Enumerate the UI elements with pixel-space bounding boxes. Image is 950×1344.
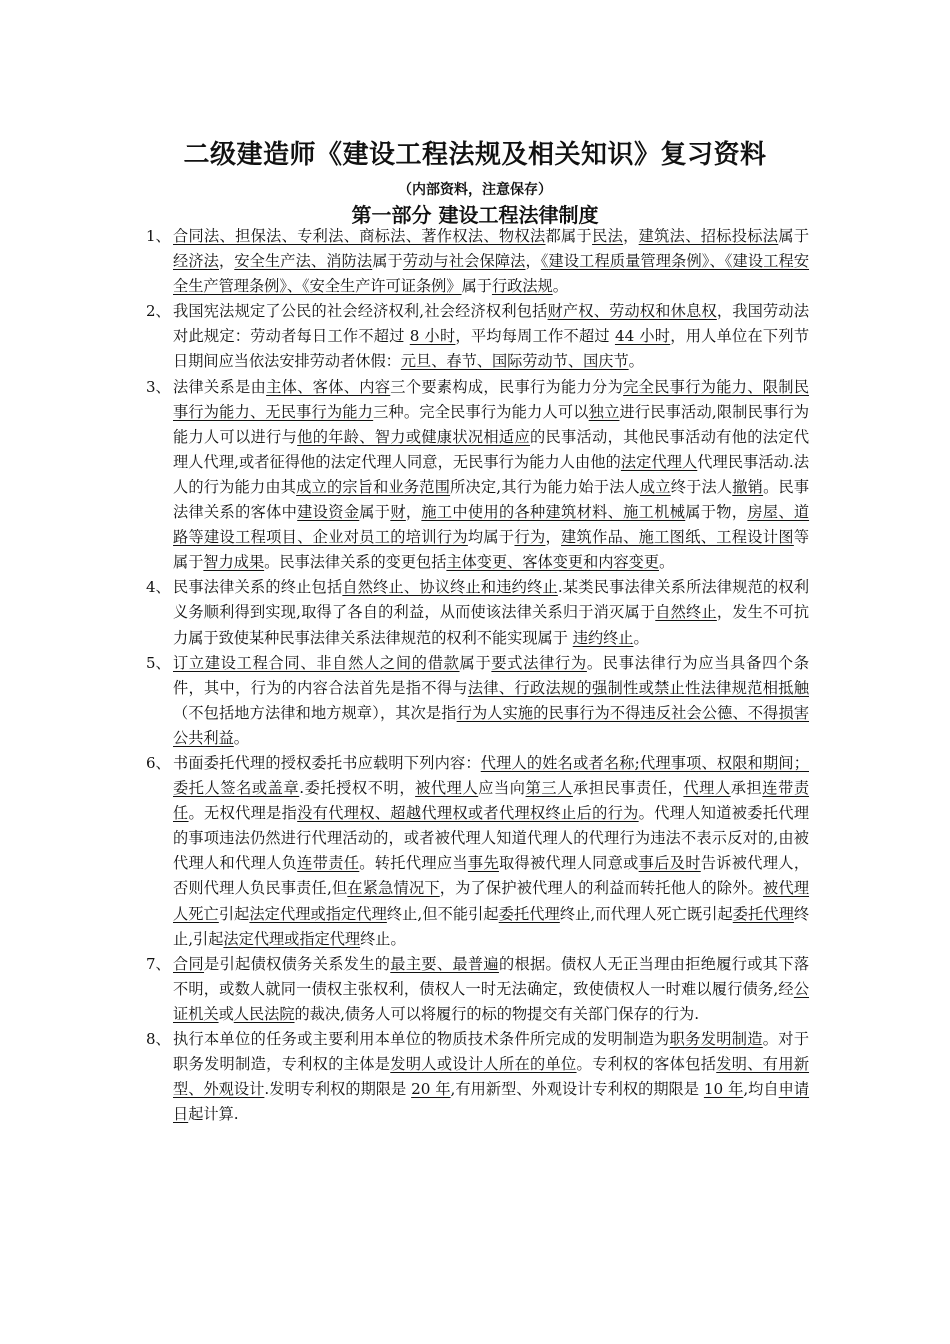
underlined-key-term: 发明、有用新型、外观设计: [173, 1055, 810, 1099]
text-segment: 均属于: [467, 528, 515, 547]
text-segment: 等属于: [173, 528, 810, 572]
text-segment: 属于: [359, 503, 391, 522]
text-segment: 应当向: [478, 779, 526, 798]
text-segment: 。: [233, 728, 249, 747]
underlined-key-term: 劳动与社会保障法: [402, 252, 526, 271]
list-item-text: [173, 375, 809, 576]
list-item-number: 4、: [146, 578, 171, 597]
list-item-number: 3、: [146, 377, 171, 396]
text-segment: 。民事法律关系的客体中: [173, 477, 810, 522]
text-segment: ，发生不可抗力属于致使某种民事法律关系法律规范的权利不能实现属于: [173, 603, 810, 647]
text-segment: 书面委托代理的授权委托书应载明下列内容：: [173, 753, 481, 772]
text-segment: 三种。完全民事行为能力人可以: [373, 402, 589, 421]
text-segment: 的裁决,债务人可以将履行的标的物提交有关部门保存的行为.: [294, 1004, 700, 1023]
underlined-key-term: 连带责任: [297, 854, 360, 873]
text-segment: 承担: [730, 779, 763, 798]
underlined-key-term: 安全生产法、消防法: [234, 252, 373, 271]
text-segment: 终止,引起: [173, 904, 810, 948]
text-segment: 三个要素构成，民事行为能力分为: [390, 377, 624, 396]
list-item-text: [173, 651, 809, 751]
text-segment: 民事法律关系的终止包括: [173, 578, 343, 597]
underlined-key-term: 连带责任: [173, 779, 810, 823]
text-segment: ，为了保护被代理人的利益而转托他人的除外。: [439, 879, 764, 898]
text-segment: 执行本单位的任务或主要利用本单位的物质技术条件所完成的发明制造为: [173, 1030, 670, 1048]
text-segment: 取得被代理人同意或: [498, 854, 639, 873]
text-segment: 。: [633, 628, 649, 647]
text-segment: .某类民事法律关系所法律规范的权利义务顺利得到实现,取得了各自的利益，从而使该法律关系归于消灭属于: [173, 578, 810, 622]
text-segment: 承担民事责任，: [572, 779, 684, 798]
list-item-text: [173, 575, 809, 650]
underlined-key-term: 合同法、担保法、专利法、商标法、著作权法、物权法: [173, 227, 546, 245]
text-segment: 属于: [459, 653, 492, 672]
text-segment: 进行民事活动,限制民事行为能力人可以进行与: [173, 402, 810, 446]
underlined-key-term: 合同: [173, 954, 205, 973]
underlined-key-term: 44 小时: [614, 327, 671, 346]
underlined-key-term: 行为人实施的民事行为不得违反社会公德、不得损害公共利益: [173, 703, 810, 747]
underlined-key-term: 自然终止: [655, 603, 717, 622]
underlined-key-term: 申请日: [173, 1080, 810, 1124]
underlined-key-term: 完全民事行为能力、限制民事行为能力、无民事行为能力: [173, 377, 810, 421]
text-segment: 终于法人: [670, 477, 733, 496]
text-segment: 。无权代理是指: [188, 804, 298, 823]
underlined-key-term: 主体变更、客体变更和内容变更: [446, 553, 659, 572]
underlined-key-term: 自然终止、协议终止和违约终止: [342, 578, 558, 597]
text-segment: ，: [525, 252, 541, 271]
text-segment: 终止,而代理人死亡既引起: [559, 904, 733, 923]
text-segment: 。专利权的客体包括: [576, 1055, 717, 1074]
section-title: 第一部分 建设工程法律制度: [351, 203, 599, 227]
text-segment: ，: [405, 503, 422, 522]
list-item-text: [173, 1027, 809, 1127]
underlined-key-term: 第三人: [525, 779, 573, 798]
underlined-key-term: 智力成果: [203, 553, 265, 572]
underlined-key-term: 民法: [592, 227, 624, 245]
underlined-key-term: 要式法律行为: [491, 653, 587, 672]
text-segment: 属于: [372, 252, 403, 271]
underlined-key-term: 独立: [588, 402, 620, 421]
list-item-number: 1、: [146, 227, 171, 245]
text-segment: 起计算.: [188, 1105, 239, 1124]
underlined-key-term: 建设资金: [297, 503, 360, 522]
text-segment: 我国宪法规定了公民的社会经济权利,社会经济权利包括: [173, 302, 548, 321]
underlined-key-term: 财产权、劳动权和休息权: [547, 302, 717, 321]
text-segment: 。转托代理应当: [359, 854, 468, 873]
text-segment: .发明专利权的期限是: [264, 1080, 412, 1099]
text-segment: ，: [623, 227, 639, 245]
underlined-key-term: 施工中使用的各种建筑材料、施工机械: [421, 503, 686, 522]
underlined-key-term: 他的年龄、智力或健康状况相适应: [297, 427, 530, 446]
underlined-key-term: 职务发明制造: [669, 1030, 763, 1048]
text-segment: 属于: [778, 227, 810, 245]
text-segment: 引起: [218, 904, 250, 923]
list-item: [0, 1027, 950, 1127]
text-segment: ，用人单位在下列节日期间应当依法安排劳动者休假：: [173, 327, 810, 371]
document-title: 二级建造师《建设工程法规及相关知识》复习资料: [183, 140, 767, 170]
text-segment: 。代理人知道被委托代理的事项违法仍然进行代理活动的，或者被代理人知道代理人的代理行为违法不表示反对的,由被代理人和代理人负: [173, 804, 810, 873]
text-segment: ，: [545, 528, 562, 547]
text-segment: 。对于职务发明制造，专利权的主体是: [173, 1030, 810, 1074]
text-segment: 法律关系是由: [173, 377, 267, 396]
text-segment: ,有用新型、外观设计专利权的期限是: [450, 1080, 704, 1099]
text-segment: ，: [218, 252, 235, 271]
underlined-key-term: 10 年: [703, 1080, 744, 1099]
list-item-number: 8、: [146, 1030, 171, 1048]
list-item: [0, 575, 950, 650]
text-segment: 或: [218, 1004, 234, 1023]
underlined-key-term: 行政法规: [491, 277, 553, 296]
underlined-key-term: 代理人的姓名或者名称;代理事项、权限和期间；委托人签名或盖章: [173, 753, 809, 798]
list-item: [0, 751, 950, 952]
underlined-key-term: 事后及时: [638, 854, 701, 873]
list-item: [0, 375, 950, 576]
text-segment: ,均自: [743, 1080, 779, 1099]
underlined-key-term: 建筑法、招标投标法: [638, 227, 779, 245]
underlined-key-term: 经济法: [173, 252, 219, 271]
underlined-key-term: 法定代理或指定代理: [223, 929, 361, 948]
underlined-key-term: 代理人: [683, 779, 731, 798]
text-segment: ，我国劳动法对此规定：劳动者每日工作不超过: [173, 302, 810, 346]
underlined-key-term: 人民法院: [233, 1004, 295, 1023]
underlined-key-term: 在紧急情况下: [347, 879, 440, 898]
underlined-key-term: 公证机关: [173, 979, 809, 1023]
underlined-key-term: 最主要、最普遍: [390, 954, 499, 973]
text-segment: 。: [628, 352, 644, 371]
underlined-key-term: 成立: [639, 477, 671, 496]
text-segment: 所决定,其行为能力始于法人: [450, 477, 640, 496]
underlined-key-term: 订立建设工程合同、非自然人之间的借款: [173, 653, 460, 672]
underlined-key-term: 被代理人: [415, 779, 479, 798]
text-segment: 终止,但不能引起: [386, 904, 499, 923]
list-item-text: [173, 751, 809, 952]
underlined-key-term: 委托代理: [498, 904, 560, 923]
text-segment: 是引起债权债务关系发生的: [204, 954, 391, 973]
underlined-key-term: 成立的宗旨和业务范围: [296, 477, 451, 496]
underlined-key-term: 法定代理或指定代理: [249, 904, 387, 923]
underlined-key-term: 委托代理: [732, 904, 794, 923]
underlined-key-term: 事先: [467, 854, 499, 873]
underlined-key-term: 法律、行政法规的强制性或禁止性法律规范相抵触: [467, 678, 810, 697]
underlined-key-term: 元旦、春节、国际劳动节、国庆节: [400, 352, 629, 371]
text-segment: 代理民事活动.法人的行为能力由其: [173, 452, 810, 496]
list-item-text: [173, 952, 809, 1027]
list-item: [0, 224, 950, 299]
underlined-key-term: 没有代理权、超越代理权或者代理权终止后的行为: [297, 804, 639, 823]
list-item-number: 2、: [146, 302, 171, 321]
text-segment: 的根据。债权人无正当理由拒绝履行或其下落不明，或数人就同一债权主张权利，债权人一时无法确定，致使债权人一时难以履行债务,经: [173, 954, 810, 998]
list-item-text: [173, 299, 809, 374]
text-segment: 终止。: [360, 929, 406, 948]
document-subtitle: （内部资料，注意保存）: [398, 182, 552, 198]
underlined-key-term: 违约终止: [572, 628, 634, 647]
underlined-key-term: 发明人或设计人所在的单位: [390, 1055, 577, 1074]
text-segment: （不包括地方法律和地方规章），其次是指: [173, 703, 457, 722]
list-item-number: 6、: [146, 753, 171, 772]
underlined-key-term: 《建设工程质量管理条例》、《建设工程安全生产管理条例》、《安全生产许可证条例》: [173, 252, 810, 296]
list-item-number: 7、: [146, 954, 171, 973]
underlined-key-term: 行为: [514, 528, 546, 547]
underlined-key-term: 被代理人死亡: [173, 879, 810, 923]
text-segment: 属于物，: [685, 503, 748, 522]
text-segment: 的民事活动，其他民事活动有他的法定代理人代理,或者征得他的法定代理人同意，无民事行为能力人由他的: [173, 427, 810, 471]
underlined-key-term: 20 年: [411, 1080, 451, 1099]
list-item: [0, 299, 950, 374]
list-item-text: [173, 224, 809, 299]
text-segment: ，平均每周工作不超过: [455, 327, 615, 346]
text-segment: 。民事法律关系的变更包括: [264, 553, 447, 572]
text-segment: 。: [659, 553, 675, 572]
text-segment: 都属于: [545, 227, 593, 245]
underlined-key-term: 法定代理人: [620, 452, 698, 471]
text-segment: 告诉被代理人，否则代理人负民事责任,但: [173, 854, 810, 898]
underlined-key-term: 撤销: [732, 477, 764, 496]
list-item: [0, 952, 950, 1027]
text-segment: 。: [552, 277, 568, 296]
list-item: [0, 651, 950, 751]
text-segment: .委托授权不明，: [299, 779, 416, 798]
underlined-key-term: 房屋、道路等建设工程项目、企业对员工的培训行为: [173, 503, 810, 547]
underlined-key-term: 建筑作品、施工图纸、工程设计图: [561, 528, 794, 547]
text-segment: 属于: [461, 277, 492, 296]
underlined-key-term: 主体、客体、内容: [266, 377, 391, 396]
numbered-list: [0, 224, 950, 1127]
list-item-number: 5、: [146, 653, 171, 672]
text-segment: 。民事法律行为应当具备四个条件，其中，行为的内容合法首先是指不得与: [173, 653, 810, 697]
underlined-key-term: 8 小时: [409, 327, 456, 346]
underlined-key-term: 财: [390, 503, 406, 522]
